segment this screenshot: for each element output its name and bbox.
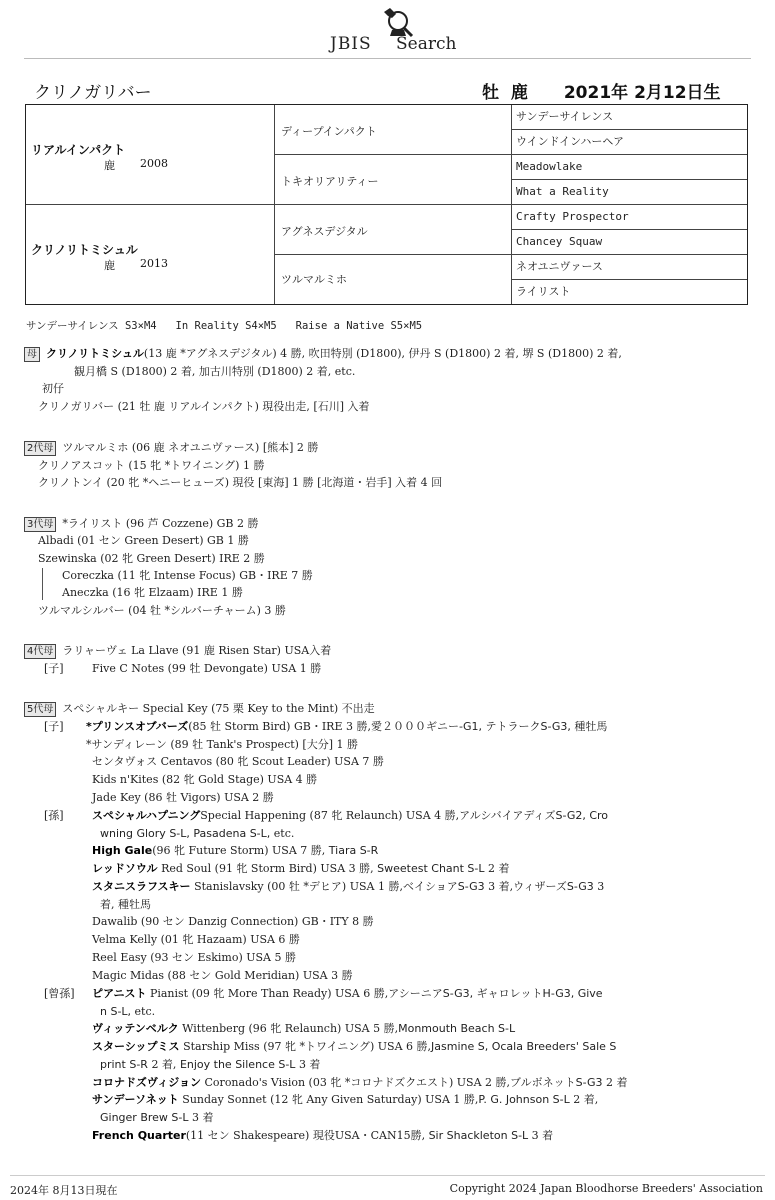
g2-dam-entry — [24, 440, 318, 456]
g5-greatgrandoffspring-name[interactable]: ピアニスト — [92, 987, 147, 1000]
g3-grandoffspring: Coreczka (11 牝 Intense Focus) GB・IRE 7 勝 — [62, 569, 313, 582]
g5-offspring-name[interactable]: *プリンスオブバーズ — [86, 720, 189, 733]
g5-greatgrandoffspring-race: print S-R — [100, 1058, 148, 1071]
dam-entry — [24, 346, 622, 362]
g5-grandoffspring-race: wning Glory S-L, Pasadena S-L, — [100, 827, 271, 840]
g4-dam-entry — [24, 643, 331, 659]
g5-grandoffspring-record: Red Soul (91 牝 Storm Bird) USA 3 勝, — [161, 862, 374, 875]
g5-grandoffspring — [92, 879, 604, 895]
g5-greatgrandoffspring-name[interactable]: コロナドズヴィジョン — [92, 1076, 202, 1089]
dam-first-foal: 初仔 — [42, 382, 64, 395]
g2-offspring: クリノアスコット (15 牝 *トワイニング) 1 勝 — [38, 459, 265, 472]
g5-greatgrandoffspring-name[interactable]: ヴィッテンベルク — [92, 1022, 179, 1035]
g5-dam-record: スペシャルキー Special Key (75 栗 Key to the Mint) 不出走 — [62, 702, 375, 715]
footer-date: 2024年 8月13日現在 — [10, 1184, 118, 1197]
inbreeding-line: サンデーサイレンス S3×M4 In Reality S4×M5 Raise a Native S5×M5 — [26, 320, 423, 332]
pedigree-sire-cell — [26, 105, 275, 205]
sire-color: 鹿 — [104, 159, 115, 172]
g5-grandoffspring-name[interactable]: スタニスラフスキー — [92, 880, 191, 893]
g5-greatgrandoffspring-race: P. G. Johnson S-L — [478, 1093, 570, 1106]
g3-dam-record: *ライリスト (96 芦 Cozzene) GB 2 勝 — [62, 517, 259, 530]
g5-greatgrandoffspring-cont — [100, 1004, 155, 1020]
g5-grandoffspring-name[interactable]: High Gale — [92, 844, 153, 857]
g5-greatgrandoffspring-place: 2 着, — [151, 1058, 177, 1071]
g5-grandoffspring-etc: etc. — [273, 827, 295, 840]
g5-ggrand-tag: [曾孫] — [44, 987, 75, 1000]
g5-greatgrandoffspring-place: 2 着, — [573, 1093, 599, 1106]
dam-record: (13 鹿 *アグネスデジタル) 4 勝, 吹田特別 (D1800), 伊丹 S (D1800) 2 着, 堺 S (D1800) 2 着, — [143, 347, 622, 360]
g5-grandoffspring-record: Special Happening (87 牝 Relaunch) USA 4 勝, — [200, 809, 460, 822]
logo-search-text: Search — [396, 34, 457, 54]
g4-offspring: Five C Notes (99 牡 Devongate) USA 1 勝 — [92, 662, 322, 675]
pedigree-g3-name[interactable]: Crafty Prospector — [512, 205, 747, 230]
horse-color: 鹿 — [510, 83, 528, 103]
g5-grandoffspring-place: 3 着, — [488, 880, 514, 893]
g5-grandoffspring-race: ウィザーズS-G3 — [513, 880, 594, 893]
g5-greatgrandoffspring-record: (11 セン Shakespeare) 現役USA・CAN15勝, — [185, 1129, 426, 1142]
g5-greatgrandoffspring-record: Starship Miss (97 牝 *トワイニング) USA 6 勝, — [183, 1040, 432, 1053]
pedigree-g3-name[interactable]: Chancey Squaw — [512, 230, 747, 255]
lineage-bar — [42, 568, 43, 600]
g5-offspring — [86, 719, 607, 735]
g5-greatgrandoffspring-record: Wittenberg (96 牝 Relaunch) USA 5 勝, — [182, 1022, 399, 1035]
g5-offspring: Jade Key (86 牡 Vigors) USA 2 勝 — [92, 791, 274, 804]
pedigree-g3-name[interactable]: Meadowlake — [512, 155, 747, 180]
pedigree-g2-name[interactable]: ディープインパクト — [281, 125, 377, 138]
sire-year: 2008 — [140, 157, 168, 170]
g5-greatgrandoffspring-place: 3 着 — [192, 1111, 214, 1124]
g4-dam-tag: 4代母 — [24, 644, 56, 659]
g5-offspring-race: 愛２０００ギニー-G1, テトラークS-G3, 種牡馬 — [371, 720, 608, 733]
dam-year: 2013 — [140, 257, 168, 270]
g5-greatgrandoffspring — [92, 1092, 598, 1108]
g5-grandoffspring — [92, 808, 608, 824]
g5-greatgrandoffspring-cont — [100, 1057, 320, 1073]
g5-grandoffspring-cont — [100, 826, 294, 842]
g5-offspring: Kids n'Kites (82 牝 Gold Stage) USA 4 勝 — [92, 773, 318, 786]
g3-grandoffspring: Aneczka (16 牝 Elzaam) IRE 1 勝 — [62, 586, 243, 599]
horse-birthdate: 2021年 2月12日生 — [563, 83, 721, 103]
dam-name-link[interactable]: クリノリトミシュル — [46, 347, 144, 360]
g5-grandoffspring-race: アルシバイアディズS-G2, Cro — [459, 809, 609, 822]
pedigree-g3-name[interactable]: ウインドインハーヘア — [512, 130, 747, 155]
g5-grandoffspring — [92, 861, 510, 877]
g5-grandoffspring: Reel Easy (93 セン Eskimo) USA 5 勝 — [92, 951, 296, 964]
pedigree-g2-name[interactable]: トキオリアリティー — [281, 175, 379, 188]
g5-greatgrandoffspring — [92, 986, 603, 1002]
g5-greatgrandoffspring-name[interactable]: スターシップミス — [92, 1040, 180, 1053]
g5-offspring-record: (85 牡 Storm Bird) GB・IRE 3 勝, — [188, 720, 371, 733]
pedigree-g3-name[interactable]: サンデーサイレンス — [512, 105, 747, 130]
g5-grandoffspring-race: Tiara S-R — [328, 844, 379, 857]
g5-grandoffspring-record: Stanislavsky (00 牡 *デヒア) USA 1 勝, — [194, 880, 403, 893]
g5-greatgrandoffspring-race: Enjoy the Silence S-L — [179, 1058, 296, 1071]
g5-greatgrandoffspring-name[interactable]: French Quarter — [92, 1129, 186, 1142]
jbis-search-logo[interactable] — [330, 6, 460, 54]
pedigree-g2-name[interactable]: アグネスデジタル — [281, 225, 368, 238]
g2-dam-tag: 2代母 — [24, 441, 56, 456]
g3-dam-tag: 3代母 — [24, 517, 56, 532]
footer-copyright: Copyright 2024 Japan Bloodhorse Breeders' Association — [449, 1182, 763, 1195]
dam-record-cont: 観月橋 S (D1800) 2 着, 加古川特別 (D1800) 2 着, etc. — [74, 365, 356, 378]
dam-offspring: クリノガリバー (21 牡 鹿 リアルインパクト) 現役出走, [石川] 入着 — [38, 400, 370, 413]
sire-name[interactable]: リアルインパクト — [31, 143, 126, 157]
g5-grandoffspring — [92, 843, 378, 859]
g5-greatgrandoffspring-race: Ginger Brew S-L — [100, 1111, 189, 1124]
g5-greatgrandoffspring-place: 2 着 — [605, 1076, 628, 1089]
g5-offspring: *サンディレーン (89 牡 Tank's Prospect) [大分] 1 勝 — [86, 738, 359, 751]
g5-grandoffspring-record: (96 牝 Future Storm) USA 7 勝, — [152, 844, 326, 857]
pedigree-g2-cell — [275, 205, 512, 255]
dam-name[interactable]: クリノリトミシュル — [31, 243, 138, 257]
g5-grandoffspring-name[interactable]: スペシャルハプニング — [92, 809, 201, 822]
g5-greatgrandoffspring-race: アシーニアS-G3, ギャロレットH-G3, Give — [388, 987, 603, 1000]
logo-jbis-text: JBIS — [330, 34, 372, 54]
g5-greatgrandoffspring-race: n S-L, — [100, 1005, 132, 1018]
g5-offspring: センタヴォス Centavos (80 牝 Scout Leader) USA 7 勝 — [92, 755, 384, 768]
g5-grandoffspring-cont: 着, 種牡馬 — [100, 898, 151, 911]
horse-name: クリノガリバー — [34, 83, 152, 103]
g5-greatgrandoffspring-race: Jasmine S, Ocala Breeders' Sale S — [431, 1040, 617, 1053]
pedigree-g3-name[interactable]: What a Reality — [512, 180, 747, 205]
g5-grandoffspring: Dawalib (90 セン Danzig Connection) GB・ITY 8 勝 — [92, 915, 374, 928]
g5-greatgrandoffspring-cont — [100, 1110, 214, 1126]
horse-info — [482, 78, 727, 103]
g5-greatgrandoffspring-race: ブルボネットS-G3 — [510, 1076, 603, 1089]
header-divider — [24, 58, 751, 59]
g3-offspring: Albadi (01 セン Green Desert) GB 1 勝 — [38, 534, 249, 547]
g5-greatgrandoffspring-race: Monmouth Beach S-L — [398, 1022, 516, 1035]
g5-grandoffspring-place: 3 — [597, 880, 605, 893]
g5-dam-entry — [24, 701, 375, 717]
g2-dam-record: ツルマルミホ (06 鹿 ネオユニヴァース) [熊本] 2 勝 — [62, 441, 319, 454]
g5-greatgrandoffspring-record: Coronado's Vision (03 牝 *コロナドズクエスト) USA 2 勝, — [204, 1076, 511, 1089]
g5-grandoffspring-race: Sweetest Chant S-L — [377, 862, 485, 875]
g4-dam-record: ラリャーヴェ La Llave (91 鹿 Risen Star) USA入着 — [62, 644, 332, 657]
g5-grand-tag: [孫] — [44, 809, 64, 822]
pedigree-g3-name[interactable]: ライリスト — [516, 285, 571, 298]
g5-grandoffspring-place: 2 着 — [488, 862, 510, 875]
footer-divider — [10, 1175, 765, 1176]
pedigree-g2-name[interactable]: ツルマルミホ — [281, 273, 347, 286]
g2-offspring: クリノトンイ (20 牝 *ヘニーヒューズ) 現役 [東海] 1 勝 [北海道・岩手] 入着 4 回 — [38, 476, 443, 489]
pedigree-table — [25, 104, 748, 305]
g5-greatgrandoffspring-record: Sunday Sonnet (12 牝 Any Given Saturday) USA 1 勝, — [182, 1093, 479, 1106]
g5-greatgrandoffspring-record: Pianist (09 牝 More Than Ready) USA 6 勝, — [149, 987, 389, 1000]
g5-grandoffspring: Magic Midas (88 セン Gold Meridian) USA 3 勝 — [92, 969, 353, 982]
pedigree-g2-cell — [275, 255, 512, 304]
pedigree-g2-cell — [275, 155, 512, 205]
g5-greatgrandoffspring-place: 3 着 — [531, 1129, 554, 1142]
g5-greatgrandoffspring — [92, 1039, 616, 1055]
g5-greatgrandoffspring — [92, 1128, 553, 1144]
pedigree-g2-cell — [275, 105, 512, 155]
g3-offspring: Szewinska (02 牝 Green Desert) IRE 2 勝 — [38, 552, 265, 565]
pedigree-g3-name[interactable]: ネオユニヴァース — [512, 255, 747, 280]
g5-grandoffspring: Velma Kelly (01 牝 Hazaam) USA 6 勝 — [92, 933, 300, 946]
g5-grandoffspring-race: ベイショアS-G3 — [402, 880, 485, 893]
g3-offspring: ツルマルシルバー (04 牡 *シルバーチャーム) 3 勝 — [38, 604, 286, 617]
dam-color: 鹿 — [104, 259, 115, 272]
g5-greatgrandoffspring-name[interactable]: サンデーソネット — [92, 1093, 179, 1106]
g4-child-tag: [子] — [44, 662, 64, 675]
g5-greatgrandoffspring — [92, 1021, 515, 1037]
g5-grandoffspring-name[interactable]: レッドソウル — [92, 862, 158, 875]
g5-greatgrandoffspring — [92, 1075, 627, 1091]
g3-dam-entry — [24, 516, 259, 532]
pedigree-dam-cell — [26, 205, 275, 304]
horse-sex: 牡 — [482, 83, 499, 103]
g5-greatgrandoffspring-race: Sir Shackleton S-L — [428, 1129, 529, 1142]
g5-dam-tag: 5代母 — [24, 702, 56, 717]
g5-greatgrandoffspring-place: 3 着 — [298, 1058, 321, 1071]
dam-tag: 母 — [24, 347, 40, 362]
g5-greatgrandoffspring-etc: etc. — [134, 1005, 156, 1018]
g5-child-tag: [子] — [44, 720, 64, 733]
